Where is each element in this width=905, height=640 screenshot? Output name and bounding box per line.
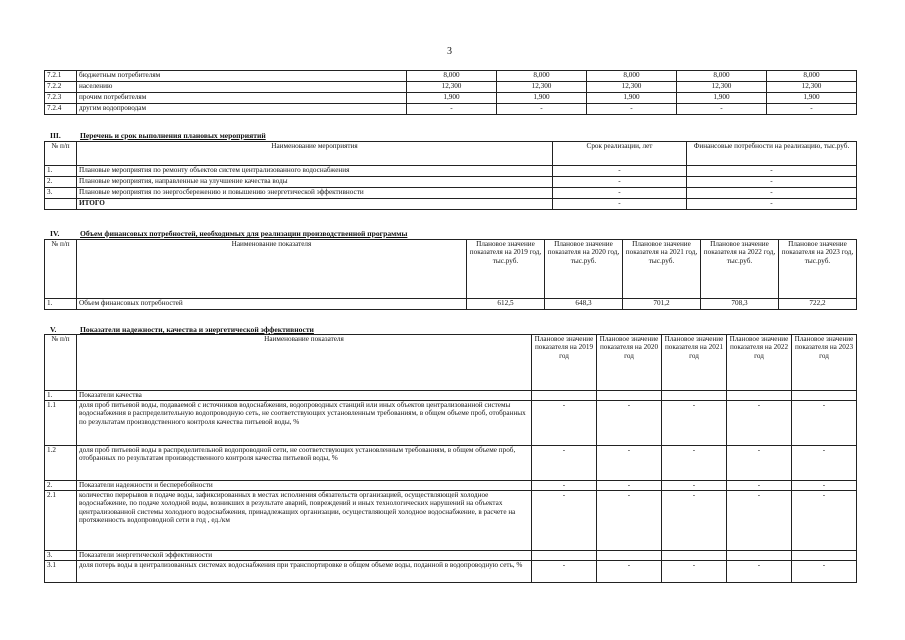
value-cell: 648,3 [545,299,623,310]
section-heading-3 [50,131,266,140]
row-name: Плановые мероприятия по ремонту объектов систем централизованного водоснабжения [77,166,553,177]
row-num: 2. [45,177,77,188]
value-cell [532,551,597,561]
table-row [45,166,857,177]
header-year: Плановое значение показателя на 2023 год, тыс.руб. [779,240,857,299]
total-label: ИТОГО [77,199,553,210]
table-row [45,177,857,188]
row-name: Плановые мероприятия по энергосбережению и повышению энергетической эффективности [77,188,553,199]
row-name: прочим потребителям [77,93,407,104]
section-title: Объем финансовых потребностей, необходимых для реализации производственной программы [80,229,408,238]
value-cell: 722,2 [779,299,857,310]
section-heading-5 [50,325,314,334]
row-num: 3. [45,188,77,199]
value-cell: - [792,491,857,551]
value-cell: - [792,446,857,481]
header-num: № п/п [45,142,77,166]
header-num: № п/п [45,335,77,391]
finance-cell: - [687,188,857,199]
value-cell: - [597,561,662,583]
value-cell [792,391,857,401]
value-cell: - [662,401,727,446]
row-name: Показатели энергетической эффективности [77,551,532,561]
table-row [45,446,857,481]
term-cell: - [553,166,687,177]
row-num: 2.1 [45,491,77,551]
value-cell: - [662,446,727,481]
value-cell: - [792,401,857,446]
page-number: 3 [447,46,452,57]
row-num: 3.1 [45,561,77,583]
section-number: V. [50,325,57,334]
value-cell: 708,3 [701,299,779,310]
value-cell [792,551,857,561]
section-title: Показатели надежности, качества и энергетической эффективности [80,325,314,334]
row-num: 3. [45,551,77,561]
header-year: Плановое значение показателя на 2021 год, тыс.руб. [623,240,701,299]
header-name: Наименование показателя [77,335,532,391]
value-cell [597,551,662,561]
row-name: Плановые мероприятия, направленные на улучшение качества воды [77,177,553,188]
value-cell: 701,2 [623,299,701,310]
table-row [45,561,857,583]
value-cell: - [767,104,857,115]
header-year: Плановое значение показателя на 2022 год [727,335,792,391]
table-reliability-indicators [44,334,857,583]
row-name: Показатели качества [77,391,532,401]
value-cell: - [792,481,857,491]
value-cell: - [532,491,597,551]
row-name: Объем финансовых потребностей [77,299,467,310]
table-row [45,93,857,104]
row-num: 1. [45,166,77,177]
header-name: Наименование мероприятия [77,142,553,166]
value-cell: - [407,104,497,115]
row-num: 7.2.1 [45,71,77,82]
value-cell: 12,300 [677,82,767,93]
value-cell: 8,000 [497,71,587,82]
value-cell: - [727,481,792,491]
header-finance: Финансовые потребности на реализацию, тыс.руб. [687,142,857,166]
value-cell: - [597,446,662,481]
value-cell: 1,900 [677,93,767,104]
finance-cell: - [687,177,857,188]
finance-cell: - [687,199,857,210]
value-cell: 8,000 [407,71,497,82]
table-row [45,188,857,199]
table-row [45,401,857,446]
header-term: Срок реализации, лет [553,142,687,166]
value-cell: 12,300 [407,82,497,93]
row-name: бюджетным потребителям [77,71,407,82]
value-cell: 12,300 [497,82,587,93]
row-num: 1. [45,391,77,401]
value-cell: - [532,401,597,446]
header-year: Плановое значение показателя на 2019 год, тыс.руб. [467,240,545,299]
value-cell: 612,5 [467,299,545,310]
value-cell: - [597,401,662,446]
table-row [45,551,857,561]
table-row [45,71,857,82]
value-cell: 1,900 [767,93,857,104]
table-header-row [45,335,857,391]
table-water-supply-rows [44,70,857,115]
table-row [45,82,857,93]
row-num [45,199,77,210]
value-cell: - [727,561,792,583]
value-cell [662,551,727,561]
term-cell: - [553,188,687,199]
value-cell: - [727,446,792,481]
value-cell [532,391,597,401]
finance-cell: - [687,166,857,177]
row-name: доля проб питьевой воды в распределительной водопроводной сети, не соответствующих установленным требованиям, в общем объеме проб, отобранных по результатам производственного контроля качества питьевой воды, % [77,446,532,481]
value-cell: - [662,481,727,491]
value-cell: 1,900 [407,93,497,104]
row-num: 2. [45,481,77,491]
table-row [45,299,857,310]
value-cell: - [792,561,857,583]
term-cell: - [553,177,687,188]
table-row [45,199,857,210]
header-num: № п/п [45,240,77,299]
row-name: Показатели надежности и бесперебойности [77,481,532,491]
value-cell [597,391,662,401]
table-row [45,391,857,401]
row-name: населению [77,82,407,93]
value-cell: 8,000 [587,71,677,82]
value-cell: 1,900 [587,93,677,104]
section-number: III. [50,131,61,140]
table-row [45,491,857,551]
value-cell: - [727,401,792,446]
row-name: доля потерь воды в централизованных системах водоснабжения при транспортировке в общем объеме воды, поданной в водопроводную сеть, % [77,561,532,583]
table-row [45,481,857,491]
row-num: 1. [45,299,77,310]
section-title: Перечень и срок выполнения плановых мероприятий [80,131,266,140]
table-planned-measures [44,141,857,210]
header-year: Плановое значение показателя на 2020 год, тыс.руб. [545,240,623,299]
value-cell [727,391,792,401]
value-cell: - [597,491,662,551]
value-cell: - [532,446,597,481]
term-cell: - [553,199,687,210]
row-name: другим водопроводам [77,104,407,115]
header-name: Наименование показателя [77,240,467,299]
row-name: количество перерывов в подаче воды, зафиксированных в местах исполнения обязательств организацией, осуществляющей холодное водоснабжение, по подаче холодной воды, возникших в результате аварий, повреждений и иных технологических нарушений на объектах централизованной системы холодного водоснабжения, принадлежащих организации, осуществляющей холодное водоснабжение, в расчете на протяженность водопроводной сети в год , ед./км [77,491,532,551]
row-num: 7.2.2 [45,82,77,93]
table-financial-needs [44,239,857,310]
table-header-row [45,142,857,166]
value-cell: 8,000 [677,71,767,82]
value-cell: - [662,561,727,583]
value-cell: - [497,104,587,115]
value-cell: - [597,481,662,491]
section-heading-4 [50,229,407,238]
value-cell: - [532,561,597,583]
value-cell: - [677,104,767,115]
row-num: 7.2.3 [45,93,77,104]
value-cell: 8,000 [767,71,857,82]
value-cell: - [587,104,677,115]
value-cell: - [532,481,597,491]
value-cell: - [662,491,727,551]
row-num: 7.2.4 [45,104,77,115]
value-cell: 1,900 [497,93,587,104]
table-row [45,104,857,115]
header-year: Плановое значение показателя на 2020 год [597,335,662,391]
header-year: Плановое значение показателя на 2022 год, тыс.руб. [701,240,779,299]
value-cell: - [727,491,792,551]
header-year: Плановое значение показателя на 2019 год [532,335,597,391]
header-year: Плановое значение показателя на 2023 год [792,335,857,391]
header-year: Плановое значение показателя на 2021 год [662,335,727,391]
section-number: IV. [50,229,60,238]
row-name: доля проб питьевой воды, подаваемой с источников водоснабжения, водопроводных станций или иных объектов централизованной системы водоснабжения в распределительную водопроводную сеть, не соответствующих установленным требованиям, в общем объеме проб, отобранных по результатам производственного контроля качества питьевой воды, % [77,401,532,446]
value-cell [662,391,727,401]
value-cell [727,551,792,561]
table-header-row [45,240,857,299]
value-cell: 12,300 [767,82,857,93]
row-num: 1.1 [45,401,77,446]
value-cell: 12,300 [587,82,677,93]
row-num: 1.2 [45,446,77,481]
